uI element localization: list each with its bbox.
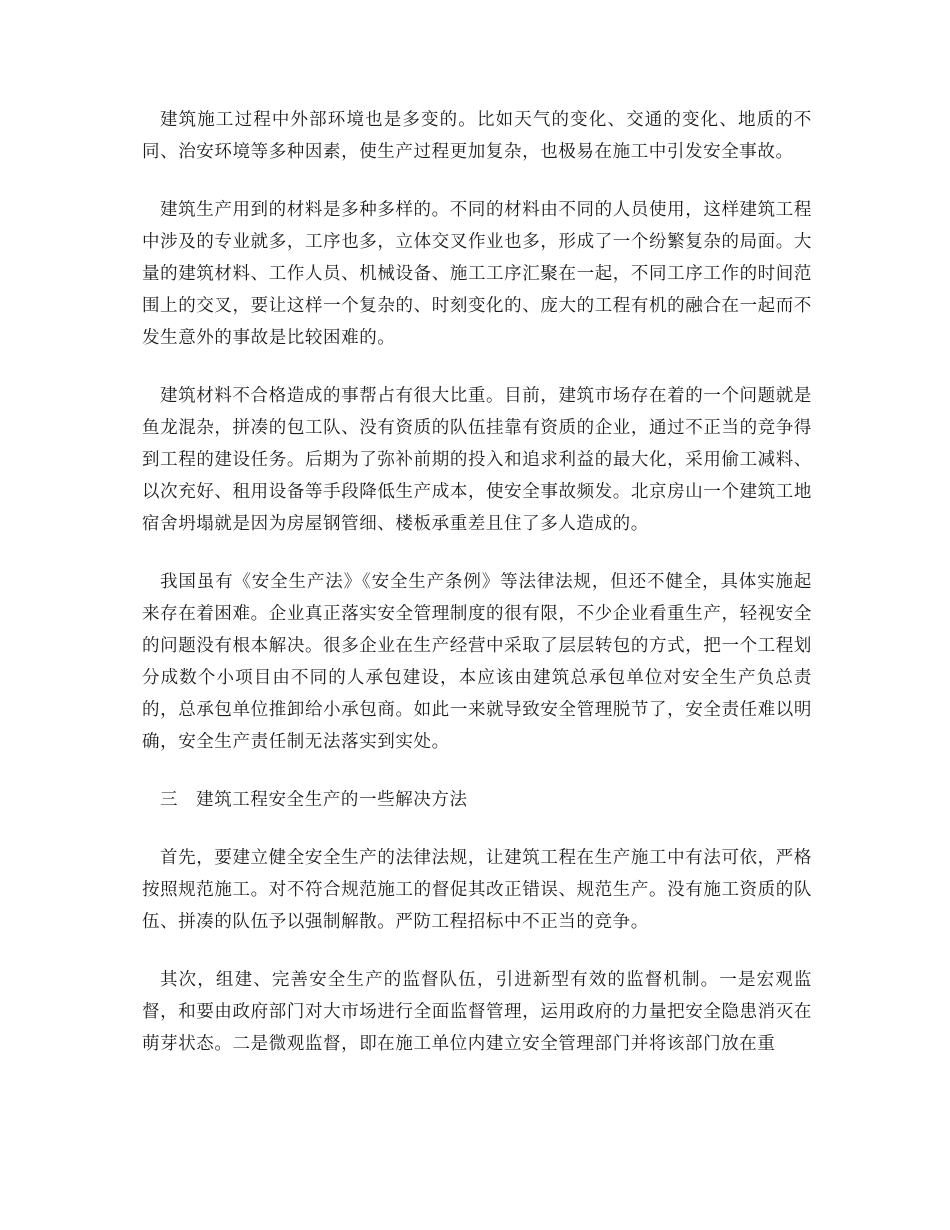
- document-page: [142, 104, 812, 1086]
- section-title: 建筑工程安全生产的一些解决方法: [196, 790, 468, 810]
- paragraph-first-solution: 首先，要建立健全安全生产的法律法规，让建筑工程在生产施工中有法可依，严格按照规范施工。对不符合规范施工的督促其改正错误、规范生产。没有施工资质的队伍、拼凑的队伍予以强制解散。严防工程招标中不正当的竞争。: [142, 848, 812, 932]
- paragraph-substandard-materials: 建筑材料不合格造成的事帮占有很大比重。目前，建筑市场存在着的一个问题就是鱼龙混杂，拼凑的包工队、没有资质的队伍挂靠有资质的企业，通过不正当的竞争得到工程的建设任务。后期为了弥补前期的投入和追求利益的最大化，采用偷工减料、以次充好、租用设备等手段降低生产成本，使安全事故频发。北京房山一个建筑工地宿舍坍塌就是因为房屋钢管细、楼板承重差且住了多人造成的。: [142, 386, 812, 534]
- section-heading: [142, 784, 812, 816]
- paragraph-second-solution: 其次，组建、完善安全生产的监督队伍，引进新型有效的监督机制。一是宏观监督，和要由政府部门对大市场进行全面监督管理，运用政府的力量把安全隐患消灭在萌芽状态。二是微观监督，即在施工单位内建立安全管理部门并将该部门放在重: [142, 970, 812, 1054]
- paragraph-external-environment: 建筑施工过程中外部环境也是多变的。比如天气的变化、交通的变化、地质的不同、治安环境等多种因素，使生产过程更加复杂，也极易在施工中引发安全事故。: [142, 110, 812, 162]
- section-number: 三: [160, 790, 179, 810]
- paragraph-laws-regulations: 我国虽有《安全生产法》《安全生产条例》等法律法规，但还不健全，具体实施起来存在着困难。企业真正落实安全管理制度的很有限，不少企业看重生产，轻视安全的问题没有根本解决。很多企业在生产经营中采取了层层转包的方式，把一个工程划分成数个小项目由不同的人承包建设，本应该由建筑总承包单位对安全生产负总责的，总承包单位推卸给小承包商。如此一来就导致安全管理脱节了，安全责任难以明确，安全生产责任制无法落实到实处。: [142, 572, 812, 752]
- paragraph-materials-variety: 建筑生产用到的材料是多种多样的。不同的材料由不同的人员使用，这样建筑工程中涉及的专业就多，工序也多，立体交叉作业也多，形成了一个纷繁复杂的局面。大量的建筑材料、工作人员、机械设备、施工工序汇聚在一起，不同工序工作的时间范围上的交叉，要让这样一个复杂的、时刻变化的、庞大的工程有机的融合在一起而不发生意外的事故是比较困难的。: [142, 200, 812, 348]
